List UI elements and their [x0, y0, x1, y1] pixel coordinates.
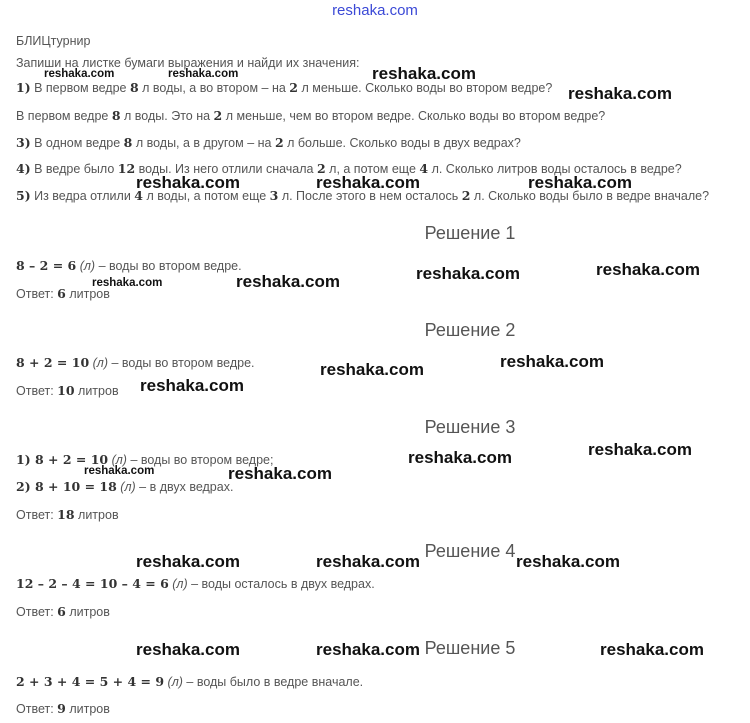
- answer-label: Ответ:: [16, 508, 58, 522]
- watermark: reshaka.com: [316, 552, 420, 571]
- task-text: л меньше, чем во втором ведре. Сколько воды во втором ведре?: [222, 109, 606, 123]
- task-number: 5): [16, 188, 31, 203]
- watermark: reshaka.com: [84, 465, 155, 477]
- solution-unit: (л): [108, 453, 127, 467]
- task-text: л воды, а потом еще: [143, 189, 270, 203]
- task-number: 4): [16, 161, 31, 176]
- answer-unit: литров: [74, 508, 119, 522]
- task-value: 2: [213, 108, 223, 123]
- task-text: л. Сколько воды было в ведре вначале?: [470, 189, 710, 203]
- watermark: reshaka.com: [568, 84, 672, 103]
- task-text: В первом ведре: [16, 109, 112, 123]
- watermark: reshaka.com: [316, 173, 420, 192]
- task-value: 8: [123, 135, 133, 150]
- answer-label: Ответ:: [16, 287, 58, 301]
- solution-expr: 8 + 2 = 10: [16, 355, 90, 370]
- watermark: reshaka.com: [136, 640, 240, 659]
- watermark: reshaka.com: [136, 173, 240, 192]
- solution-text: – воды во втором ведре.: [108, 356, 255, 370]
- solution-text: – воды было в ведре вначале.: [182, 675, 364, 689]
- solution-heading: Решение 4: [424, 541, 516, 561]
- solution-text: – воды во втором ведре.: [95, 259, 242, 273]
- solution-unit: (л): [116, 480, 136, 494]
- solution-expr: 8 + 2 = 10: [30, 452, 109, 467]
- watermark: reshaka.com: [372, 64, 476, 83]
- task-value: 4: [419, 161, 429, 176]
- solution-heading: Решение 1: [424, 223, 516, 243]
- watermark: reshaka.com: [416, 264, 520, 283]
- task-text: л больше. Сколько воды в двух ведрах?: [283, 136, 521, 150]
- solution-expression: [16, 576, 375, 591]
- watermark: reshaka.com: [528, 173, 632, 192]
- answer-value: 9: [57, 701, 66, 716]
- answer-unit: литров: [65, 287, 110, 301]
- answer-label: Ответ:: [16, 605, 58, 619]
- task-value: 2: [274, 135, 284, 150]
- solution-expr: 12 – 2 – 4 = 10 – 4 = 6: [16, 576, 169, 591]
- watermark: reshaka.com: [320, 360, 424, 379]
- answer-label: Ответ:: [16, 384, 58, 398]
- watermark: reshaka.com: [600, 640, 704, 659]
- solution-expr: 2 + 3 + 4 = 5 + 4 = 9: [16, 674, 165, 689]
- task-3: [16, 135, 521, 150]
- watermark: reshaka.com: [92, 277, 163, 289]
- solution-expr: 8 + 10 = 18: [30, 479, 117, 494]
- solution-answer: [16, 383, 119, 398]
- solution-answer: [16, 701, 110, 716]
- intro-text: Запиши на листке бумаги выражения и найди их значения:: [16, 56, 360, 70]
- solution-heading: Решение 5: [424, 638, 516, 658]
- task-value: 2: [316, 161, 326, 176]
- task-text: л воды. Это на: [120, 109, 214, 123]
- solution-text: – в двух ведрах.: [135, 480, 234, 494]
- solution-step-2: [16, 479, 233, 494]
- task-number: 3): [16, 135, 31, 150]
- solution-text: – воды во втором ведре;: [126, 453, 274, 467]
- solution-unit: (л): [164, 675, 183, 689]
- watermark: reshaka.com: [236, 272, 340, 291]
- watermark: reshaka.com: [516, 552, 620, 571]
- answer-value: 6: [57, 604, 66, 619]
- task-text: В ведре было: [30, 162, 118, 176]
- solution-expression: [16, 674, 363, 689]
- task-text: л воды, а в другом – на: [132, 136, 275, 150]
- task-value: 3: [269, 188, 279, 203]
- task-2: [16, 108, 605, 123]
- watermark: reshaka.com: [136, 552, 240, 571]
- task-value: 8: [111, 108, 121, 123]
- solution-expr: 8 – 2 = 6: [16, 258, 77, 273]
- solution-expression: [16, 355, 255, 370]
- solution-heading: Решение 3: [424, 417, 516, 437]
- task-value: 4: [134, 188, 143, 203]
- answer-value: 10: [57, 383, 75, 398]
- task-text: воды. Из него отлили сначала: [135, 162, 317, 176]
- answer-unit: литров: [65, 605, 110, 619]
- task-text: В первом ведре: [30, 81, 130, 95]
- page-title: БЛИЦтурнир: [16, 34, 91, 48]
- watermark: reshaka.com: [596, 260, 700, 279]
- task-text: Из ведра отлили: [30, 189, 135, 203]
- task-text: л. Сколько литров воды осталось в ведре?: [428, 162, 682, 176]
- task-text: л меньше. Сколько воды во втором ведре?: [297, 81, 553, 95]
- step-number: 2): [16, 479, 31, 494]
- watermark: reshaka.com: [500, 352, 604, 371]
- solution-answer: [16, 507, 119, 522]
- solution-heading: Решение 2: [424, 320, 516, 340]
- answer-unit: литров: [65, 702, 110, 716]
- watermark: reshaka.com: [140, 376, 244, 395]
- site-header-link[interactable]: reshaka.com: [332, 2, 418, 19]
- task-text: л, а потом еще: [325, 162, 420, 176]
- watermark: reshaka.com: [408, 448, 512, 467]
- task-value: 8: [129, 80, 139, 95]
- answer-label: Ответ:: [16, 702, 58, 716]
- solution-expression: [16, 258, 242, 273]
- solution-unit: (л): [76, 259, 96, 273]
- answer-value: 18: [57, 507, 75, 522]
- step-number: 1): [16, 452, 31, 467]
- watermark: reshaka.com: [588, 440, 692, 459]
- task-text: л. После этого в нем осталось: [278, 189, 462, 203]
- watermark: reshaka.com: [316, 640, 420, 659]
- solution-text: – воды осталось в двух ведрах.: [187, 577, 375, 591]
- watermark: reshaka.com: [44, 68, 115, 80]
- solution-unit: (л): [168, 577, 188, 591]
- task-value: 12: [117, 161, 136, 176]
- task-text: л воды, а во втором – на: [138, 81, 290, 95]
- watermark: reshaka.com: [168, 68, 239, 80]
- solution-answer: [16, 604, 110, 619]
- answer-unit: литров: [74, 384, 119, 398]
- task-value: 2: [289, 80, 298, 95]
- task-value: 2: [461, 188, 471, 203]
- task-text: В одном ведре: [30, 136, 124, 150]
- solution-unit: (л): [89, 356, 109, 370]
- answer-value: 6: [57, 286, 66, 301]
- watermark: reshaka.com: [228, 464, 332, 483]
- task-number: 1): [16, 80, 31, 95]
